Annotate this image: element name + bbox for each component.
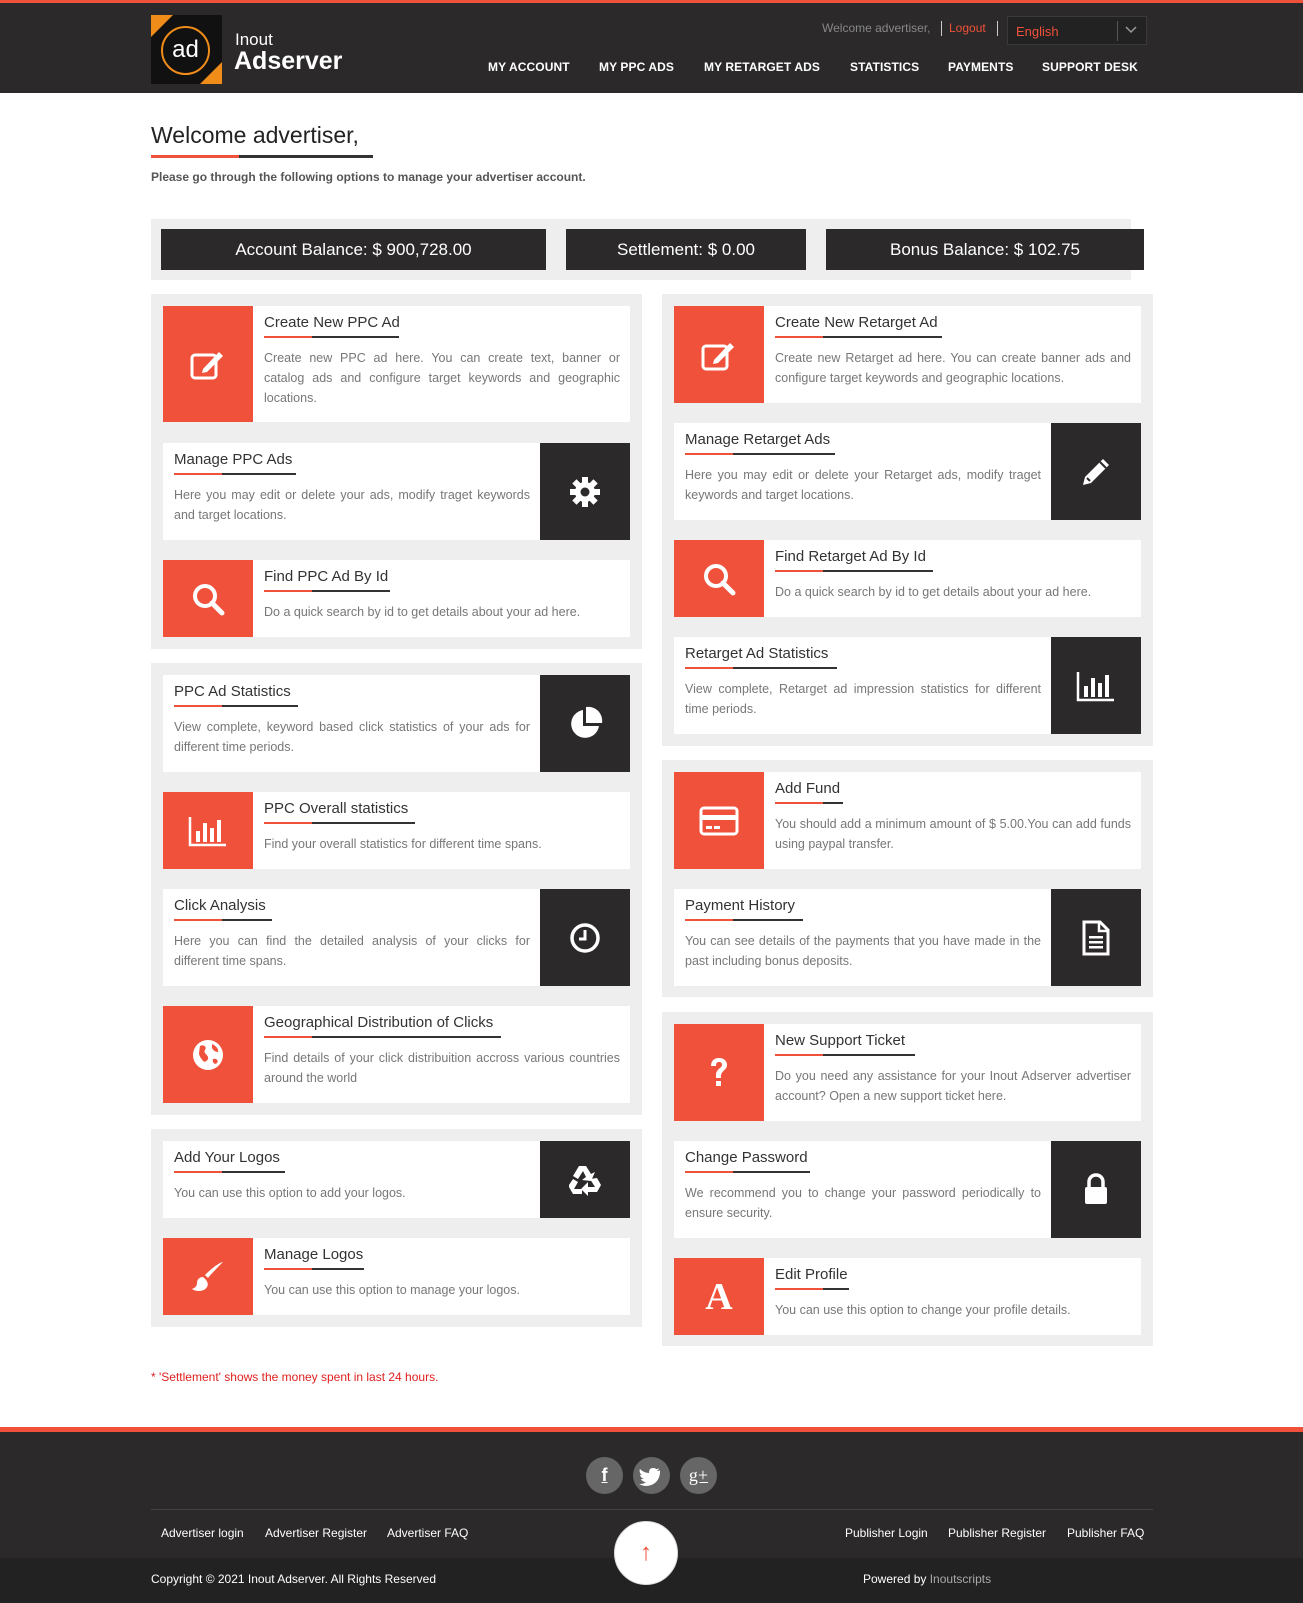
globe-icon (163, 1006, 253, 1103)
card-title[interactable]: Create New PPC Ad (264, 314, 400, 331)
search-icon (674, 540, 764, 617)
account-balance: Account Balance: $ 900,728.00 (161, 229, 546, 270)
nav-my-retarget-ads[interactable]: MY RETARGET ADS (704, 60, 820, 74)
card-desc: Do a quick search by id to get details about your ad here. (775, 585, 1092, 599)
card-add-fund[interactable] (674, 772, 1141, 869)
card-title[interactable]: Create New Retarget Ad (775, 314, 938, 331)
publisher-login-link[interactable]: Publisher Login (845, 1526, 928, 1540)
logout-link[interactable]: Logout (949, 21, 986, 35)
card-desc: You can see details of the payments that you have made in the past including bonus deposits. (685, 934, 1041, 968)
top-header (0, 0, 1303, 93)
card-ppc-ad-statistics[interactable] (163, 675, 630, 772)
card-desc: We recommend you to change your password periodically to ensure security. (685, 1186, 1041, 1220)
card-create-ppc-ad[interactable] (163, 306, 630, 422)
card-manage-ppc-ads[interactable] (163, 443, 630, 540)
nav-my-account[interactable]: MY ACCOUNT (488, 60, 570, 74)
pencil-icon (1051, 423, 1141, 520)
card-desc: You can use this option to manage your logos. (264, 1283, 520, 1297)
card-title[interactable]: Find PPC Ad By Id (264, 568, 389, 585)
divider (997, 21, 998, 36)
powered-by: Powered by Inoutscripts (863, 1572, 992, 1586)
card-title[interactable]: New Support Ticket (775, 1032, 906, 1049)
card-title[interactable]: Manage Logos (264, 1246, 364, 1263)
advertiser-login-link[interactable]: Advertiser login (161, 1526, 244, 1540)
facebook-icon[interactable]: f (586, 1457, 623, 1494)
card-retarget-ad-statistics[interactable] (674, 637, 1141, 734)
welcome-user-text: Welcome advertiser, (822, 21, 931, 35)
card-create-retarget-ad[interactable] (674, 306, 1141, 403)
question-icon (674, 1024, 764, 1121)
advertiser-register-link[interactable]: Advertiser Register (265, 1526, 368, 1540)
card-payment-history[interactable] (674, 889, 1141, 986)
card-title[interactable]: Add Fund (775, 780, 841, 797)
card-edit-profile[interactable] (674, 1258, 1141, 1335)
card-add-your-logos[interactable] (163, 1141, 630, 1218)
card-manage-retarget-ads[interactable] (674, 423, 1141, 520)
card-desc: View complete, Retarget ad impression statistics for different time periods. (685, 682, 1041, 716)
card-title[interactable]: Change Password (685, 1149, 808, 1166)
nav-statistics[interactable]: STATISTICS (850, 60, 920, 74)
pie-chart-icon (540, 675, 630, 772)
search-icon (163, 560, 253, 637)
card-title[interactable]: Edit Profile (775, 1266, 848, 1283)
card-title[interactable]: Click Analysis (174, 897, 266, 914)
chevron-down-icon (1124, 22, 1138, 36)
card-geographical-distribution[interactable] (163, 1006, 630, 1103)
card-manage-logos[interactable] (163, 1238, 630, 1315)
twitter-icon[interactable] (633, 1457, 670, 1494)
intro-text: Please go through the following options to manage your advertiser account. (151, 170, 586, 184)
card-desc: Create new PPC ad here. You can create text, banner or catalog ads and configure target keywords and geographic locations. (264, 351, 620, 405)
card-desc: Create new Retarget ad here. You can create banner ads and configure target keywords and geographic locations. (775, 351, 1131, 385)
advertiser-faq-link[interactable]: Advertiser FAQ (387, 1526, 469, 1540)
card-title[interactable]: PPC Overall statistics (264, 800, 409, 817)
brand-top: Inout (235, 30, 273, 49)
card-ppc-overall-statistics[interactable] (163, 792, 630, 869)
balance-bar (151, 219, 1131, 280)
page-title: Welcome advertiser, (151, 122, 359, 148)
card-title[interactable]: Manage PPC Ads (174, 451, 293, 468)
scroll-to-top-button[interactable]: ↑ (614, 1521, 678, 1585)
settlement-balance: Settlement: $ 0.00 (566, 229, 806, 270)
publisher-register-link[interactable]: Publisher Register (948, 1526, 1047, 1540)
divider (941, 21, 942, 36)
card-desc: Do you need any assistance for your Inout Adserver advertiser account? Open a new support ticket here. (775, 1069, 1131, 1103)
footer-divider (151, 1509, 1153, 1510)
card-title[interactable]: PPC Ad Statistics (174, 683, 291, 700)
publisher-faq-link[interactable]: Publisher FAQ (1067, 1526, 1145, 1540)
recycle-icon (540, 1141, 630, 1218)
gear-icon (540, 443, 630, 540)
nav-support-desk[interactable]: SUPPORT DESK (1042, 60, 1138, 74)
card-title[interactable]: Retarget Ad Statistics (685, 645, 829, 662)
inoutscripts-link[interactable]: Inoutscripts (929, 1572, 992, 1586)
edit-icon (163, 306, 253, 422)
card-desc: Find your overall statistics for different time spans. (264, 837, 542, 851)
card-desc: Here you can find the detailed analysis of your clicks for different time spans. (174, 934, 530, 968)
card-title[interactable]: Geographical Distribution of Clicks (264, 1014, 494, 1031)
card-desc: View complete, keyword based click statistics of your ads for different time periods. (174, 720, 530, 754)
google-plus-icon[interactable]: g+ (680, 1457, 717, 1494)
card-desc: Here you may edit or delete your Retarget ads, modify traget keywords and target locations. (685, 468, 1041, 502)
bar-chart-icon (163, 792, 253, 869)
card-title[interactable]: Find Retarget Ad By Id (775, 548, 926, 565)
card-desc: Do a quick search by id to get details about your ad here. (264, 605, 581, 619)
logo[interactable]: ad (151, 15, 222, 84)
card-desc: You should add a minimum amount of $ 5.00.You can add funds using paypal transfer. (775, 817, 1131, 851)
language-select[interactable] (1007, 16, 1147, 45)
brand-main: Adserver (234, 47, 343, 75)
settlement-note: * 'Settlement' shows the money spent in last 24 hours. (151, 1370, 439, 1384)
card-desc: Find details of your click distribuition accross various countries around the world (264, 1051, 620, 1085)
lock-icon (1051, 1141, 1141, 1238)
card-find-ppc-ad[interactable] (163, 560, 630, 637)
card-find-retarget-ad[interactable] (674, 540, 1141, 617)
nav-my-ppc-ads[interactable]: MY PPC ADS (599, 60, 675, 74)
language-value: English (1016, 24, 1059, 39)
nav-payments[interactable]: PAYMENTS (948, 60, 1014, 74)
bonus-balance: Bonus Balance: $ 102.75 (826, 229, 1144, 270)
card-click-analysis[interactable] (163, 889, 630, 986)
card-title[interactable]: Add Your Logos (174, 1149, 280, 1166)
credit-card-icon (674, 772, 764, 869)
copyright: Copyright © 2021 Inout Adserver. All Rights Reserved (151, 1572, 436, 1586)
document-icon (1051, 889, 1141, 986)
edit-icon (674, 306, 764, 403)
clock-icon (540, 889, 630, 986)
card-desc: Here you may edit or delete your ads, modify traget keywords and target locations. (174, 488, 530, 522)
card-new-support-ticket[interactable] (674, 1024, 1141, 1121)
card-desc: You can use this option to add your logos. (174, 1186, 406, 1200)
title-underline (151, 155, 373, 158)
card-title[interactable]: Manage Retarget Ads (685, 431, 831, 448)
card-change-password[interactable] (674, 1141, 1141, 1238)
paintbrush-icon (163, 1238, 253, 1315)
card-title[interactable]: Payment History (685, 897, 796, 914)
card-desc: You can use this option to change your profile details. (775, 1303, 1071, 1317)
bar-chart-icon (1051, 637, 1141, 734)
font-icon: A (674, 1258, 764, 1335)
